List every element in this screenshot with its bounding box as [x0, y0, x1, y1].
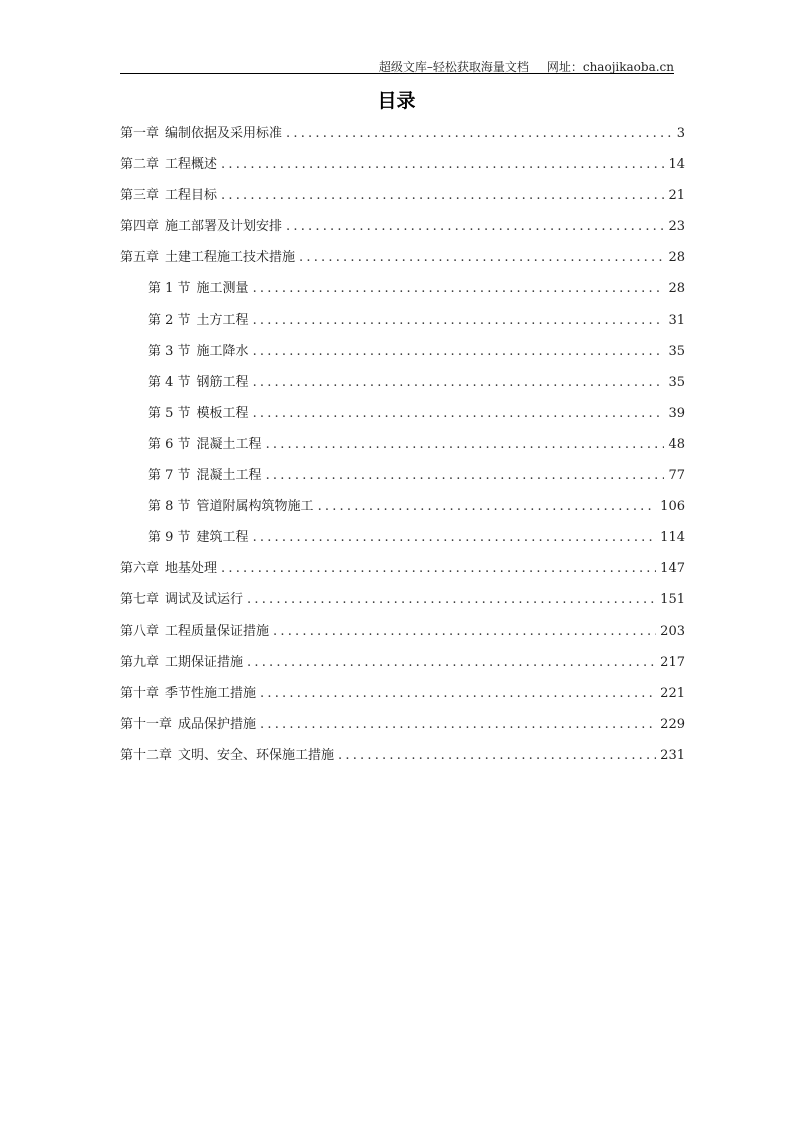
toc-entry-title: 施工部署及计划安排 — [165, 219, 283, 235]
toc-dot-leader — [253, 281, 665, 296]
toc-entry-number: 第八章 — [120, 623, 160, 639]
toc-entry-title: 文明、安全、环保施工措施 — [178, 747, 335, 763]
toc-dot-leader — [221, 188, 664, 203]
toc-dot-leader — [253, 375, 665, 390]
toc-entry-title: 建筑工程 — [196, 530, 249, 546]
toc-dot-leader — [221, 157, 664, 172]
toc-entry-number: 第 4 节 — [148, 374, 191, 390]
toc-dot-leader — [286, 219, 664, 234]
toc-dot-leader — [286, 126, 673, 141]
toc-dot-leader — [253, 530, 657, 545]
toc-dot-leader — [253, 344, 665, 359]
toc-entry-page: 231 — [660, 747, 685, 763]
header-url: 网址：chaojikaoba.cn — [546, 60, 674, 74]
toc-entry[interactable] — [120, 184, 685, 215]
toc-entry-title: 土方工程 — [196, 312, 249, 328]
toc-entry-page: 23 — [668, 219, 685, 235]
toc-entry-number: 第六章 — [120, 561, 160, 577]
toc-entry-title: 施工降水 — [196, 343, 249, 359]
toc-entry-page: 106 — [660, 499, 685, 515]
toc-entry-page: 39 — [668, 405, 685, 421]
toc-entry-page: 3 — [676, 126, 685, 141]
toc-entry-page: 35 — [668, 374, 685, 390]
toc-entry-page: 151 — [660, 592, 685, 608]
toc-entry[interactable] — [120, 713, 685, 744]
toc-entry-title: 模板工程 — [196, 405, 249, 421]
toc-entry-number: 第 6 节 — [148, 436, 191, 452]
toc-entry-title: 施工测量 — [196, 281, 249, 297]
toc-dot-leader — [253, 313, 665, 328]
toc-entry-number: 第 1 节 — [148, 281, 191, 297]
toc-dot-leader — [247, 655, 656, 670]
toc-entry[interactable] — [120, 464, 685, 495]
toc-entry-number: 第十二章 — [120, 747, 173, 763]
toc-entry-number: 第 7 节 — [148, 468, 191, 484]
toc-dot-leader — [253, 406, 665, 421]
toc-entry-number: 第九章 — [120, 654, 160, 670]
toc-entry-page: 48 — [668, 436, 685, 452]
toc-entry-page: 28 — [668, 281, 685, 297]
toc-entry-title: 季节性施工措施 — [165, 685, 257, 701]
toc-entry-page: 147 — [660, 561, 685, 577]
toc-entry-number: 第 8 节 — [148, 499, 191, 515]
toc-entry[interactable] — [120, 215, 685, 246]
toc-dot-leader — [299, 250, 664, 265]
toc-entry[interactable] — [120, 526, 685, 557]
toc-entry-title: 工程概述 — [165, 157, 218, 173]
toc-entry[interactable] — [120, 620, 685, 651]
toc-entry-page: 217 — [660, 654, 685, 670]
toc-entry-page: 28 — [668, 250, 685, 266]
toc-entry[interactable] — [120, 340, 685, 371]
toc-dot-leader — [338, 748, 656, 763]
toc-entry-title: 成品保护措施 — [178, 716, 257, 732]
toc-entry[interactable] — [120, 651, 685, 682]
toc-entry-page: 14 — [668, 157, 685, 173]
toc-entry[interactable] — [120, 309, 685, 340]
toc-entry-title: 混凝土工程 — [196, 468, 262, 484]
toc-entry-title: 钢筋工程 — [196, 374, 249, 390]
toc-entry[interactable] — [120, 246, 685, 277]
toc-entry-page: 77 — [668, 468, 685, 484]
toc-entry-page: 221 — [660, 685, 685, 701]
toc-entry[interactable] — [120, 371, 685, 402]
toc-entry-title: 工期保证措施 — [165, 654, 244, 670]
toc-dot-leader — [318, 499, 657, 514]
toc-entry[interactable] — [120, 153, 685, 184]
toc-entry-number: 第 3 节 — [148, 343, 191, 359]
table-of-contents — [120, 122, 685, 775]
toc-entry-number: 第四章 — [120, 219, 160, 235]
toc-entry-number: 第 9 节 — [148, 530, 191, 546]
toc-entry-number: 第 5 节 — [148, 405, 191, 421]
toc-dot-leader — [266, 437, 665, 452]
header-site-name: 超级文库–轻松获取海量文档 — [378, 60, 529, 74]
toc-entry-title: 土建工程施工技术措施 — [165, 250, 296, 266]
toc-entry-title: 编制依据及采用标准 — [165, 126, 283, 141]
toc-entry-page: 114 — [660, 530, 685, 546]
toc-entry-title: 管道附属构筑物施工 — [196, 499, 314, 515]
toc-entry-title: 工程质量保证措施 — [165, 623, 270, 639]
toc-entry[interactable] — [120, 557, 685, 588]
toc-entry[interactable] — [120, 122, 685, 153]
toc-dot-leader — [273, 624, 656, 639]
toc-entry-number: 第二章 — [120, 157, 160, 173]
toc-entry-title: 地基处理 — [165, 561, 218, 577]
toc-entry-page: 203 — [660, 623, 685, 639]
toc-entry[interactable] — [120, 402, 685, 433]
toc-entry-number: 第三章 — [120, 188, 160, 204]
header-rule — [120, 73, 674, 74]
toc-entry-number: 第十一章 — [120, 716, 173, 732]
toc-entry[interactable] — [120, 588, 685, 619]
toc-dot-leader — [260, 717, 656, 732]
toc-dot-leader — [266, 468, 665, 483]
toc-entry[interactable] — [120, 277, 685, 308]
toc-entry-page: 21 — [668, 188, 685, 204]
toc-entry[interactable] — [120, 433, 685, 464]
toc-entry[interactable] — [120, 682, 685, 713]
toc-entry-title: 工程目标 — [165, 188, 218, 204]
toc-entry-page: 35 — [668, 343, 685, 359]
toc-entry-number: 第 2 节 — [148, 312, 191, 328]
toc-dot-leader — [260, 686, 656, 701]
toc-dot-leader — [247, 592, 656, 607]
toc-entry-title: 调试及试运行 — [165, 592, 244, 608]
toc-entry-number: 第十章 — [120, 685, 160, 701]
page-title: 目录 — [377, 90, 416, 112]
toc-entry-page: 31 — [668, 312, 685, 328]
toc-entry-number: 第五章 — [120, 250, 160, 266]
toc-entry-page: 229 — [660, 716, 685, 732]
toc-entry[interactable] — [120, 744, 685, 775]
toc-dot-leader — [221, 561, 656, 576]
toc-entry-number: 第七章 — [120, 592, 160, 608]
toc-entry-number: 第一章 — [120, 126, 160, 141]
toc-entry[interactable] — [120, 495, 685, 526]
toc-entry-title: 混凝土工程 — [196, 436, 262, 452]
